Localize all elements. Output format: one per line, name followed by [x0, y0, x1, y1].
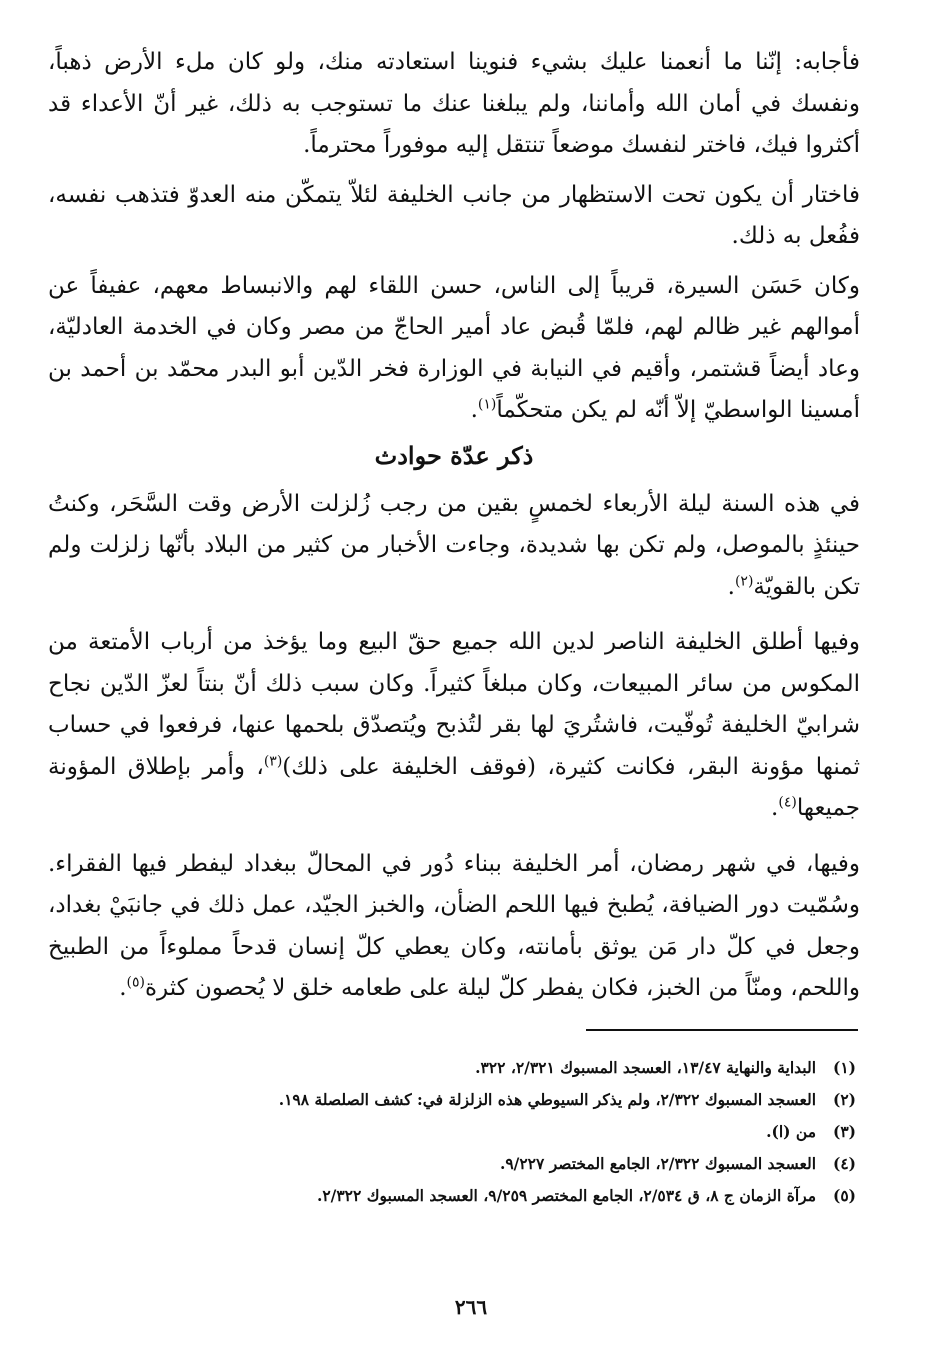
- footnotes-list: [96, 1052, 856, 1212]
- footnote-ref-5[interactable]: (٥): [126, 974, 145, 991]
- footnote-item: [96, 1084, 856, 1116]
- footnote-ref-4[interactable]: (٤): [778, 794, 797, 811]
- footnote-text: من (ا).: [766, 1122, 816, 1141]
- footnote-number: (١): [832, 1058, 856, 1077]
- paragraph-ramadan: وفيها، في شهر رمضان، أمر الخليفة ببناء دُور في المحالّ ببغداد ليفطر فيها الفقراء. وسُمّيت دور الضيافة، يُطبخ فيها اللحم الضأن، والخبز الجيّد، عمل ذلك في جانبَيْ بغداد، وجعل في كلّ دار مَن يوثق بأمانته، وكان يعطي كلّ إنسان قدحاً مملوءاً من الطبيخ واللحم، ومنّاً من الخبز، فكان يفطر كلّ ليلة على طعامه خلق لا يُحصون كثرة$^{(٥)}$.: [48, 850, 860, 1001]
- footnote-text: البداية والنهاية ١٣/٤٧، العسجد المسبوك ٢/٣٢١، ٣٢٢.: [475, 1058, 816, 1077]
- paragraph-reply: فأجابه: إنّنا ما أنعمنا عليك بشيء فنوينا استعادته منك، ولو كان ملء الأرض ذهباً، ونفسك في أمان الله وأماننا، ولم يبلغنا عنك ما تستوجب به ذلك، غير أنّ الأعداء قد أكثروا فيك، فاختر لنفسك موضعاً تنتقل إليه موفوراً محترماً.: [48, 49, 860, 158]
- footnote-text: مرآة الزمان ج ٨، ق ٢/٥٣٤، الجامع المختصر ٩/٢٥٩، العسجد المسبوك ٢/٣٢٢.: [316, 1186, 816, 1205]
- footnote-divider: [586, 1029, 858, 1031]
- section-heading: ذكر عدّة حوادث: [374, 440, 534, 470]
- main-text: [48, 42, 860, 1010]
- footnote-item: [96, 1116, 856, 1148]
- paragraph-choice: فاختار أن يكون تحت الاستظهار من جانب الخليفة لئلاّ يتمكّن منه العدوّ فتذهب نفسه، ففُعل به ذلك.: [48, 181, 860, 249]
- footnote-item: [96, 1148, 856, 1180]
- footnote-number: (٣): [832, 1122, 856, 1141]
- footnote-number: (٤): [832, 1154, 856, 1173]
- footnote-item: [96, 1052, 856, 1084]
- page-number: ٢٦٦: [454, 1295, 488, 1319]
- footnote-item: [96, 1180, 856, 1212]
- footnote-number: (٢): [832, 1090, 856, 1109]
- footnote-text: العسجد المسبوك ٢/٣٢٢، ولم يذكر السيوطي هذه الزلزلة في: كشف الصلصلة ١٩٨.: [278, 1090, 816, 1109]
- footnote-text: العسجد المسبوك ٢/٣٢٢، الجامع المختصر ٩/٢٢٧.: [499, 1154, 816, 1173]
- footnote-ref-2[interactable]: (٢): [734, 572, 754, 589]
- paragraph-taxes: وفيها أطلق الخليفة الناصر لدين الله جميع حقّ البيع وما يؤخذ من أرباب الأمتعة من المكوس من سائر المبيعات، وكان مبلغاً كثيراً. وكان سبب ذلك أنّ بنتاً لعزّ الدّين نجاح شرابيّ الخليفة تُوفّيت، فاشتُريَ لها بقر لتُذبح ويُتصدّق بلحمها عنها، فرفعوا في حساب ثمنها مؤونة البقر، فكانت كثيرة، (فوقف الخليفة على ذلك)$^{(٣)}$، وأمر بإطلاق المؤونة جميعها$^{(٤)}$.: [48, 629, 860, 821]
- footnote-ref-3[interactable]: (٣): [263, 752, 283, 769]
- paragraph-earthquake: في هذه السنة ليلة الأربعاء لخمسٍ بقين من رجب زُلزلت الأرض وقت السَّحَر، وكنتُ حينئذٍ بالموصل، ولم تكن بها شديدة، وجاءت الأخبار من كثير من البلاد بأنّها زلزلت ولم تكن بالقويّة$^{(٢)}$.: [48, 490, 860, 600]
- footnote-number: (٥): [832, 1186, 856, 1205]
- paragraph-character: وكان حَسَن السيرة، قريباً إلى الناس، حسن اللقاء لهم والانبساط معهم، عفيفاً عن أموالهم غير ظالم لهم، فلمّا قُبض عاد أمير الحاجّ من مصر وكان في الخدمة العادليّة، وعاد أيضاً قشتمر، وأقيم في النيابة في الوزارة فخر الدّين أبو البدر محمّد بن أحمد بن أمسينا الواسطيّ إلاّ أنّه لم يكن متحكّماً$^{(١)}$.: [48, 272, 860, 423]
- footnote-ref-1[interactable]: (١): [477, 396, 497, 413]
